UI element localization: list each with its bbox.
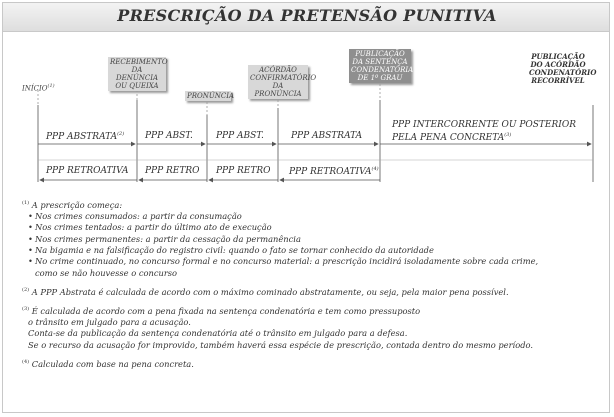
note-1-continuation: como se não houvesse o concurso	[35, 267, 178, 278]
note-1-item: • Na bigamia e na falsificação do registro civil: quando o fato se tornar conhecido da autoridade	[28, 244, 434, 255]
event-acordao: ACÓRDÃO CONFIRMATÓRIO DA PRONÚNCIA	[250, 66, 317, 98]
note-4: $^{(4)}$ Calculada com base na pena concreta.	[22, 358, 194, 369]
segment-top-1: PPP ABSTRATA$^{(2)}$	[46, 131, 125, 142]
segment-top-5: PPP INTERCORRENTE OU POSTERIOR PELA PENA CONCRETA$^{(3)}$	[392, 120, 576, 143]
segment-bottom-2: PPP RETRO	[145, 166, 200, 176]
event-recebimento: RECEBIMENTO DA DENÚNCIA OU QUEIXA	[110, 58, 168, 90]
note-2: $^{(2)}$ A PPP Abstrata é calculada de acordo com o máximo cominado abstratamente, ou seja, pela maior pena possível.	[22, 286, 509, 297]
note-1-item: • Nos crimes consumados: a partir da consumação	[28, 211, 242, 222]
note-1-item: • Nos crimes permanentes: a partir da cessação da permanência	[28, 233, 301, 244]
segment-top-3: PPP ABST.	[216, 131, 264, 141]
event-publicacao-acordao: PUBLICAÇÃO DO ACÓRDÃO CONDENATÓRIO RECORRÍVEL	[529, 52, 597, 85]
note-1-item: • No crime continuado, no concurso formal e no concurso material: a prescrição incidirá isoladamente sobre cada crime,	[28, 256, 539, 267]
event-inicio: INÍCIO$^{(1)}$	[22, 83, 55, 93]
event-publicacao-sentenca: PUBLICAÇÃO DA SENTENÇA CONDENATÓRIA DE 1º GRAU	[351, 50, 414, 82]
segment-bottom-3: PPP RETRO	[216, 166, 271, 176]
note-3-line: Conta-se da publicação da sentença condenatória até o trânsito em julgado para a defesa.	[28, 328, 408, 339]
segment-bottom-4: PPP RETROATIVA$^{(4)}$	[289, 166, 379, 177]
segment-top-2: PPP ABST.	[145, 131, 193, 141]
footnotes	[22, 198, 592, 370]
diagram-title: PRESCRIÇÃO DA PRETENSÃO PUNITIVA	[117, 6, 497, 25]
event-pronuncia: PRONÚNCIA	[187, 92, 235, 100]
note-3-line: $^{(3)}$ É calculada de acordo com a pena fixada na sentença condenatória e tem como pressuposto	[22, 305, 421, 316]
note-1-item: • Nos crimes tentados: a partir do último ato de execução	[28, 222, 272, 233]
note-3-line: Se o recurso da acusação for improvido, também haverá essa espécie de prescrição, contada dentro do mesmo período.	[28, 339, 533, 350]
note-3-line: o trânsito em julgado para a acusação.	[28, 316, 191, 327]
note-1-head: $^{(1)}$ A prescrição começa:	[22, 199, 123, 210]
segment-bottom-1: PPP RETROATIVA	[46, 166, 129, 176]
segment-top-4: PPP ABSTRATA	[291, 131, 363, 141]
